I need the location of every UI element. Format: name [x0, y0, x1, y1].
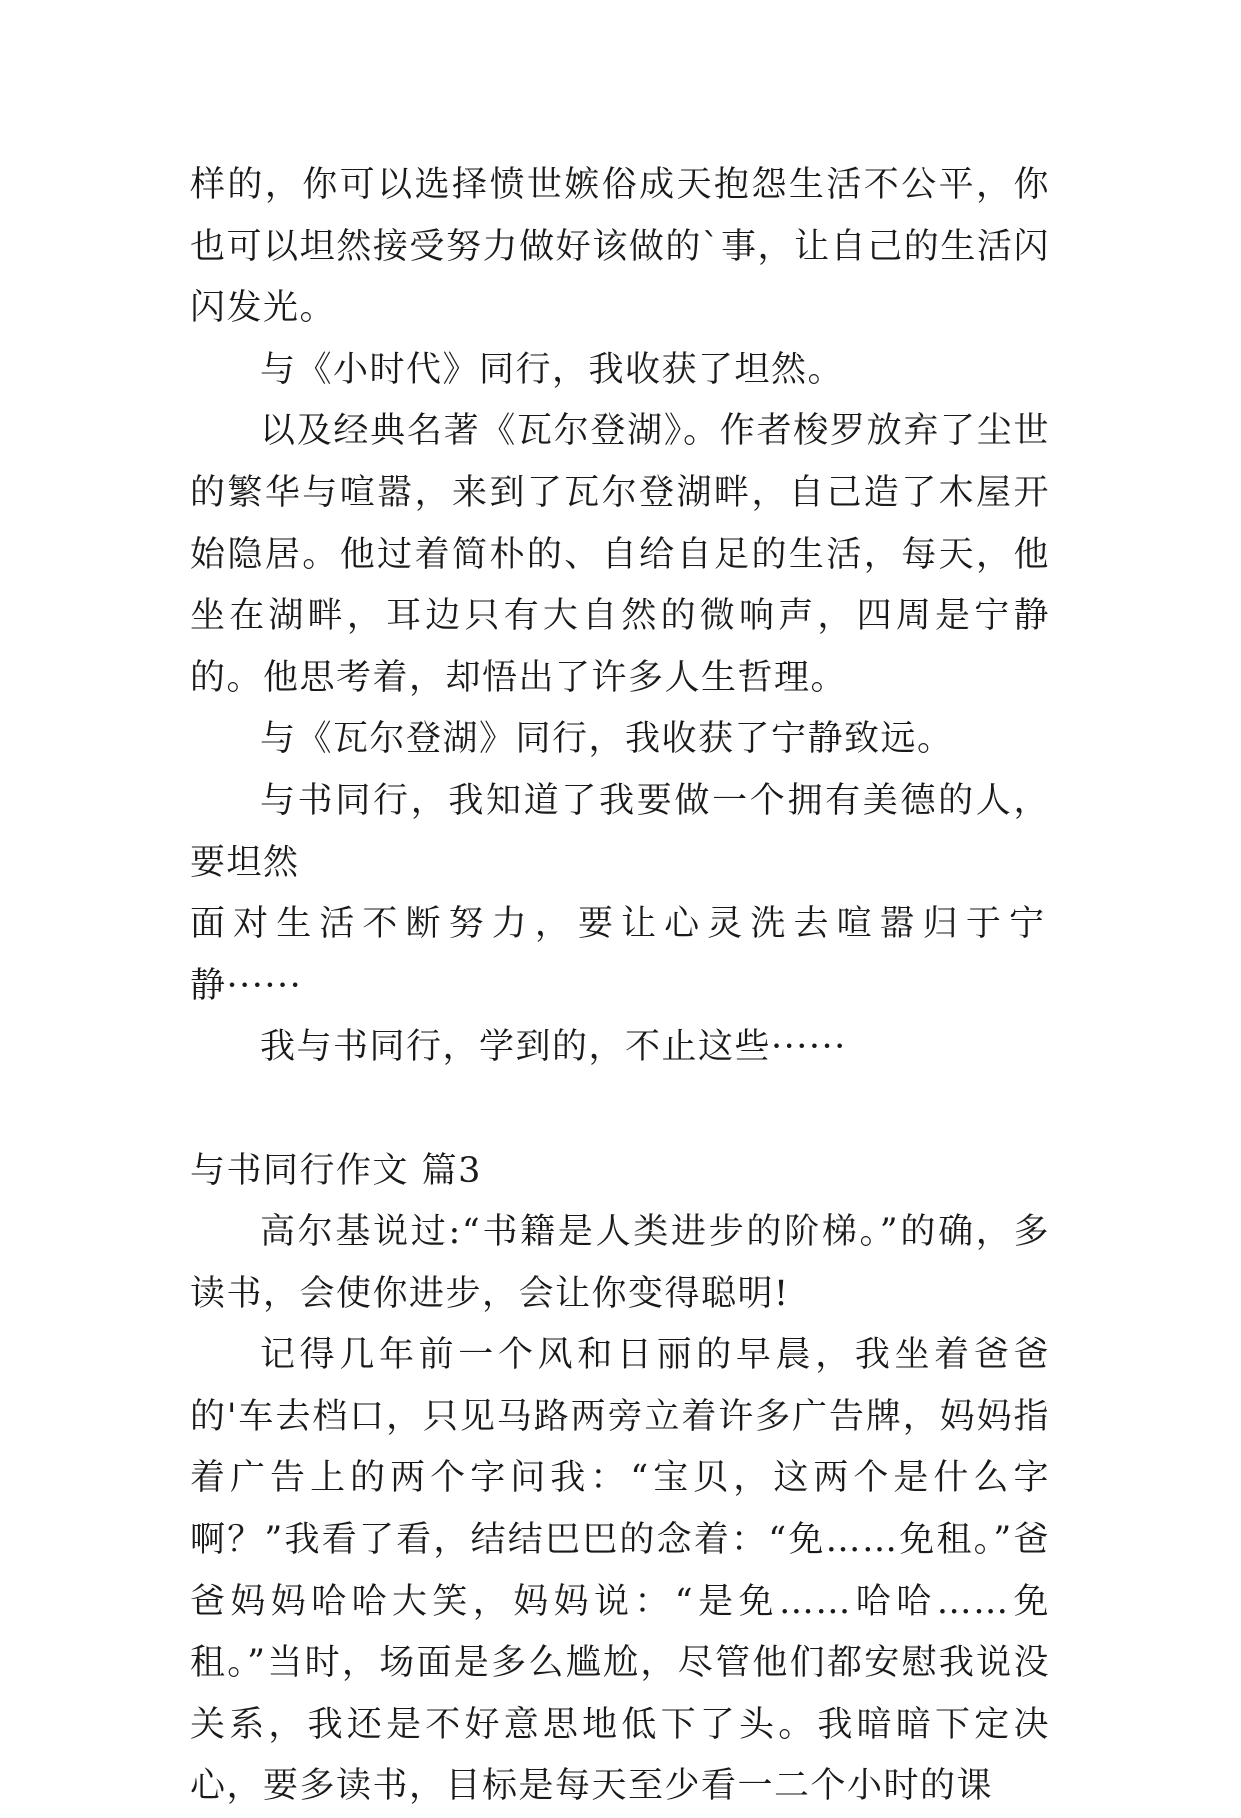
paragraph-5-line-2: 面对生活不断努力，要让心灵洗去喧嚣归于宁: [190, 904, 1050, 945]
section-heading: 与书同行作文 篇3: [190, 1150, 482, 1191]
paragraph-4: 与《瓦尔登湖》同行，我收获了宁静致远。: [260, 719, 954, 760]
paragraph-5-line-3: 静······: [190, 965, 303, 1006]
paragraph-6: 我与书同行，学到的，不止这些······: [260, 1027, 847, 1068]
paragraph-8: 记得几年前一个风和日丽的早晨，我坐着爸爸的'车去档口，只见马路两旁立着许多广告牌，妈妈指着广告上的两个字问我：“宝贝，这两个是什么字啊？”我看了看，结结巴巴的念着：“免……免租。”爸爸妈妈哈哈大笑，妈妈说：“是免……哈哈……免租。”当时，场面是多么尴尬，尽管他们都安慰我说没关系，我还是不好意思地低下了头。我暗暗下定决心，要多读书，目标是每天至少看一二个小时的课: [190, 1335, 1050, 1807]
section-spacer: [190, 1079, 1050, 1141]
paragraph-7: 高尔基说过:“书籍是人类进步的阶梯。”的确，多读书，会使你进步，会让你变得聪明!: [190, 1212, 1050, 1314]
paragraph-1: 样的，你可以选择愤世嫉俗成天抱怨生活不公平，你也可以坦然接受努力做好该做的`事，让自己的生活闪闪发光。: [190, 165, 1050, 329]
paragraph-3: 以及经典名著《瓦尔登湖》。作者梭罗放弃了尘世的繁华与喧嚣，来到了瓦尔登湖畔，自己造了木屋开始隐居。他过着简朴的、自给自足的生活，每天，他坐在湖畔，耳边只有大自然的微响声，四周是宁静的。他思考着，却悟出了许多人生哲理。: [190, 411, 1050, 698]
document-body: [190, 155, 1050, 1818]
paragraph-5-line-1: 与书同行，我知道了我要做一个拥有美德的人，要坦然: [190, 780, 1050, 883]
paragraph-2: 与《小时代》同行，我收获了坦然。: [260, 349, 845, 390]
